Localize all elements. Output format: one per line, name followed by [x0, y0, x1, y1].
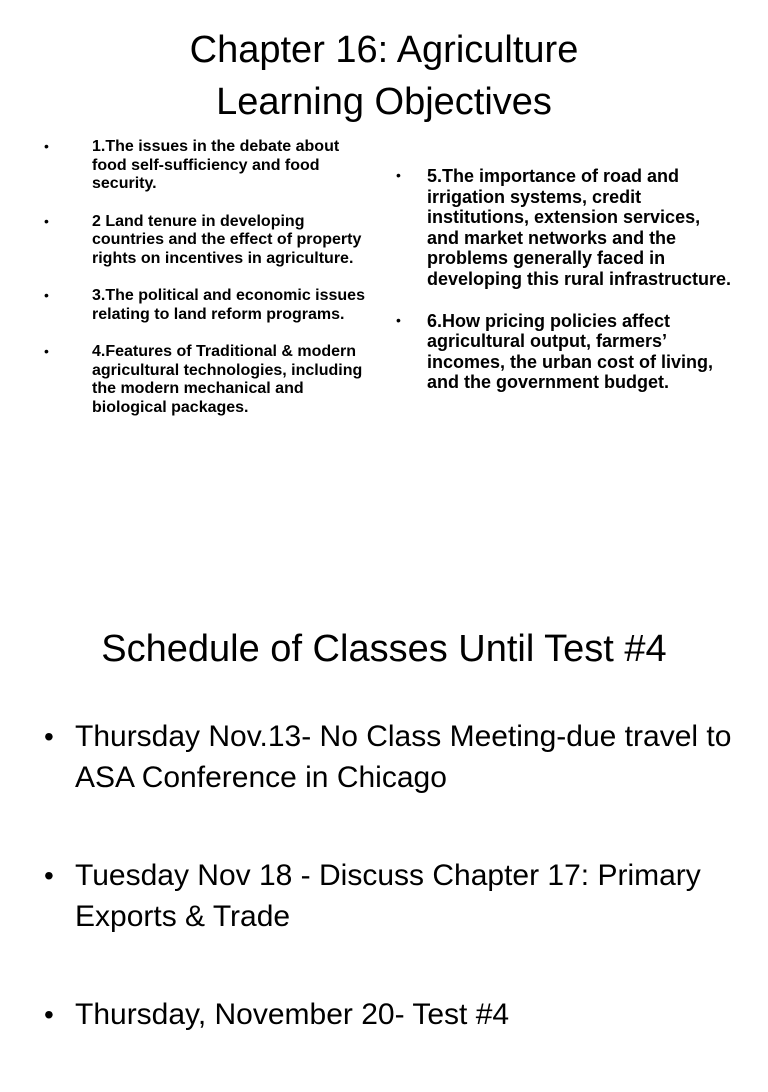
schedule-item [44, 716, 744, 798]
objective-item [396, 311, 736, 393]
objective-text: 1.The issues in the debate about food self-sufficiency and food security. [92, 138, 340, 192]
objective-text: 3.The political and economic issues relating to land reform programs. [92, 287, 365, 323]
chapter-title-line2: Learning Objectives [216, 81, 552, 123]
objective-item [44, 343, 374, 417]
chapter-title-line1: Chapter 16: Agriculture [189, 29, 579, 71]
chapter-title [0, 24, 768, 128]
bullet-icon: • [396, 167, 401, 183]
objective-item [44, 287, 374, 324]
schedule-item [44, 855, 744, 937]
objective-text: 2 Land tenure in developing countries and the effect of property rights on incentives in agriculture. [92, 212, 362, 267]
schedule-title: Schedule of Classes Until Test #4 [101, 628, 667, 670]
objective-item [44, 213, 374, 269]
objective-text: 5.The importance of road and irrigation systems, credit institutions, extension services, and market networks and the problems generally faced in developing this rural infrastructure. [427, 166, 732, 289]
schedule-item [44, 994, 744, 1035]
schedule-item-text: Tuesday Nov 18 - Discuss Chapter 17: Primary Exports & Trade [75, 859, 701, 933]
objective-item [396, 166, 736, 290]
objective-text: 6.How pricing policies affect agricultural output, farmers’ incomes, the urban cost of living, and the government budget. [427, 310, 714, 393]
schedule-list [44, 716, 744, 1092]
bullet-icon: • [396, 311, 401, 328]
objectives-left-column [44, 138, 374, 436]
bullet-icon: • [44, 287, 49, 303]
bullet-icon: • [44, 212, 49, 229]
bullet-icon: • [44, 999, 54, 1030]
bullet-icon: • [44, 138, 49, 154]
objective-text: 4.Features of Traditional & modern agricultural technologies, including the modern mechanical and biological packages. [92, 343, 363, 416]
objectives-right-column [396, 166, 736, 414]
bullet-icon: • [44, 343, 49, 359]
schedule-item-text: Thursday Nov.13- No Class Meeting-due travel to ASA Conference in Chicago [75, 720, 732, 794]
schedule-item-text: Thursday, November 20- Test #4 [75, 998, 510, 1031]
bullet-icon: • [44, 860, 54, 891]
bullet-icon: • [44, 721, 54, 752]
objective-item [44, 138, 374, 194]
